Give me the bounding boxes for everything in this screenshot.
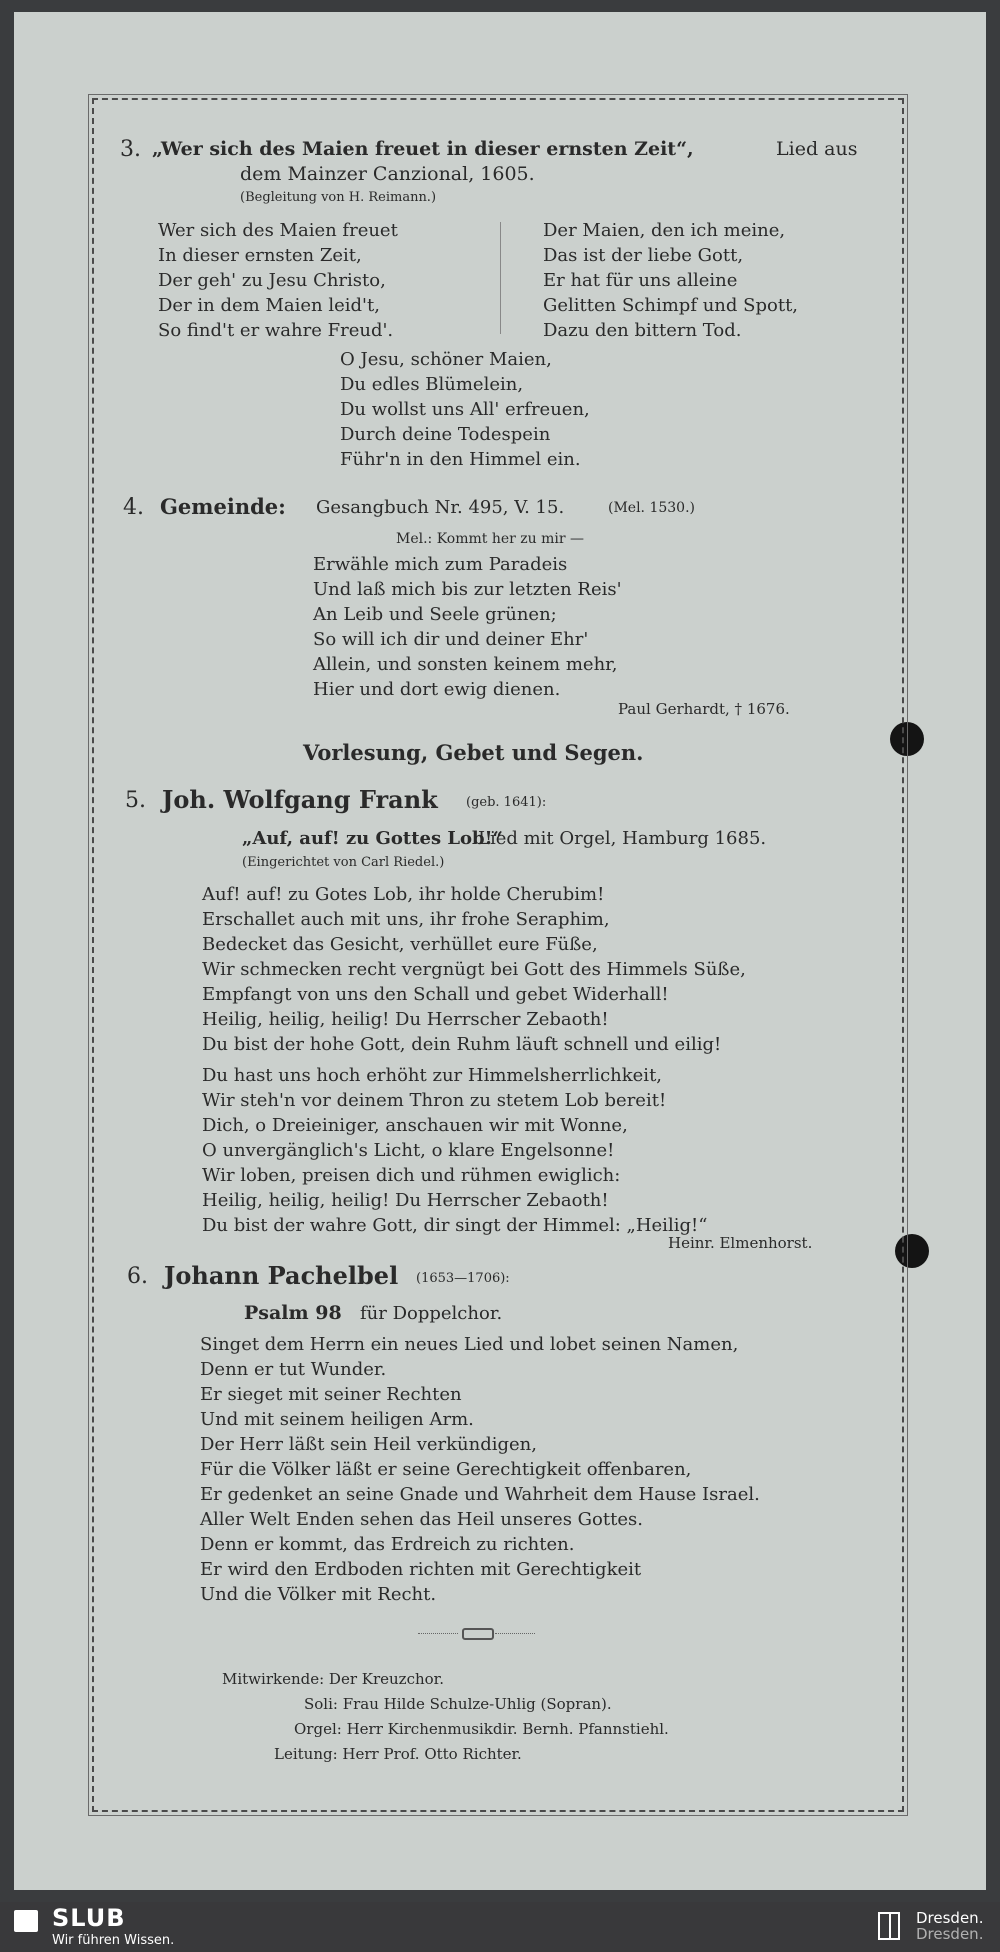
section-4-author: Paul Gerhardt, † 1676.	[618, 700, 790, 718]
section-6-psalm-suffix: für Doppelchor.	[360, 1303, 503, 1324]
section-3-source: dem Mainzer Canzional, 1605.	[240, 163, 535, 185]
divider-line	[495, 1633, 535, 1634]
section-4-melody: Mel.: Kommt her zu mir —	[396, 531, 585, 547]
verse-line: So find't er wahre Freud'.	[158, 320, 394, 341]
verse-line: Führ'n in den Himmel ein.	[340, 449, 581, 470]
verse-line: Heilig, heilig, heilig! Du Herrscher Zebaoth!	[202, 1009, 609, 1030]
section-4-title: Gemeinde:	[160, 494, 286, 519]
verse-line: Durch deine Todespein	[340, 424, 551, 445]
verse-line: Erwähle mich zum Paradeis	[313, 554, 568, 575]
verse-line: Er gedenket an seine Gnade und Wahrheit dem Hause Israel.	[200, 1484, 760, 1505]
verse-line: Der geh' zu Jesu Christo,	[158, 270, 386, 291]
viewer-footer	[0, 1902, 1000, 1952]
section-6-psalm: Psalm 98	[244, 1302, 342, 1324]
section-3-left-stanza	[158, 218, 398, 343]
verse-line: Allein, und sonsten keinem mehr,	[313, 654, 618, 675]
verse-line: O Jesu, schöner Maien,	[340, 349, 552, 370]
verse-line: Wir schmecken recht vergnügt bei Gott des Himmels Süße,	[202, 959, 746, 980]
section-3-refrain	[340, 347, 590, 472]
verse-line: Das ist der liebe Gott,	[543, 245, 744, 266]
verse-line: An Leib und Seele grünen;	[313, 604, 557, 625]
credits-organ: Orgel: Herr Kirchenmusikdir. Bernh. Pfannstiehl.	[294, 1720, 669, 1738]
section-5-stanza-2	[202, 1063, 707, 1238]
section-3-number: 3.	[120, 137, 141, 162]
verse-line: Auf! auf! zu Gotes Lob, ihr holde Cherubim!	[202, 884, 605, 905]
slub-brand[interactable]: SLUB	[52, 1904, 126, 1932]
verse-line: Hier und dort ewig dienen.	[313, 679, 561, 700]
section-4-stanza	[313, 552, 622, 702]
verse-line: In dieser ernsten Zeit,	[158, 245, 362, 266]
column-separator	[500, 222, 501, 334]
verse-line: Erschallet auch mit uns, ihr frohe Seraphim,	[202, 909, 610, 930]
section-6-composer: Johann Pachelbel	[164, 1261, 399, 1290]
slub-logo-icon[interactable]	[14, 1910, 38, 1932]
section-5-arranger: (Eingerichtet von Carl Riedel.)	[242, 855, 445, 870]
interlude-heading: Vorlesung, Gebet und Segen.	[303, 740, 644, 765]
verse-line: Wer sich des Maien freuet	[158, 220, 398, 241]
credits-performers: Mitwirkende: Der Kreuzchor.	[222, 1670, 444, 1688]
verse-line: Dazu den bittern Tod.	[543, 320, 742, 341]
verse-line: Und die Völker mit Recht.	[200, 1584, 437, 1605]
section-5-composer: Joh. Wolfgang Frank	[162, 785, 438, 814]
section-5-title: „Auf, auf! zu Gottes Lob!“	[242, 828, 503, 849]
verse-line: Bedecket das Gesicht, verhüllet eure Füße,	[202, 934, 598, 955]
verse-line: Er hat für uns alleine	[543, 270, 738, 291]
verse-line: Für die Völker läßt er seine Gerechtigkeit offenbaren,	[200, 1459, 692, 1480]
verse-line: Er sieget mit seiner Rechten	[200, 1384, 462, 1405]
verse-line: Du bist der hohe Gott, dein Ruhm läuft schnell und eilig!	[202, 1034, 722, 1055]
section-6-text	[200, 1332, 760, 1607]
section-5-title-suffix: Lied mit Orgel, Hamburg 1685.	[478, 828, 767, 849]
slub-tagline: Wir führen Wissen.	[52, 1933, 175, 1948]
verse-line: Singet dem Herrn ein neues Lied und lobet seinen Namen,	[200, 1334, 739, 1355]
credits-conductor: Leitung: Herr Prof. Otto Richter.	[274, 1745, 522, 1763]
verse-line: Er wird den Erdboden richten mit Gerechtigkeit	[200, 1559, 642, 1580]
verse-line: Der in dem Maien leid't,	[158, 295, 380, 316]
verse-line: O unvergänglich's Licht, o klare Engelsonne!	[202, 1140, 615, 1161]
section-5-author: Heinr. Elmenhorst.	[668, 1234, 813, 1252]
section-5-number: 5.	[125, 788, 146, 813]
section-3-title-suffix: Lied aus	[776, 138, 858, 160]
divider-ornament	[462, 1628, 494, 1640]
section-5-stanza-1	[202, 882, 746, 1057]
section-4-melody-number: (Mel. 1530.)	[608, 500, 696, 516]
section-6-number: 6.	[127, 1264, 148, 1289]
verse-line: Heilig, heilig, heilig! Du Herrscher Zebaoth!	[202, 1190, 609, 1211]
verse-line: Aller Welt Enden sehen das Heil unseres Gottes.	[200, 1509, 643, 1530]
section-4-reference: Gesangbuch Nr. 495, V. 15.	[316, 497, 565, 518]
verse-line: Der Maien, den ich meine,	[543, 220, 786, 241]
verse-line: Du edles Blümelein,	[340, 374, 524, 395]
section-3-title: „Wer sich des Maien freuet in dieser ernsten Zeit“,	[152, 138, 694, 160]
verse-line: Wir steh'n vor deinem Thron zu stetem Lob bereit!	[202, 1090, 667, 1111]
verse-line: Wir loben, preisen dich und rühmen ewiglich:	[202, 1165, 621, 1186]
verse-line: Du wollst uns All' erfreuen,	[340, 399, 590, 420]
verse-line: So will ich dir und deiner Ehr'	[313, 629, 589, 650]
credits-soloist: Soli: Frau Hilde Schulze-Uhlig (Sopran).	[304, 1695, 612, 1713]
dresden-crest-icon	[878, 1912, 900, 1940]
verse-line: Empfangt von uns den Schall und gebet Widerhall!	[202, 984, 669, 1005]
section-3-accompaniment: (Begleitung von H. Reimann.)	[240, 190, 437, 205]
section-6-dates: (1653—1706):	[416, 1271, 510, 1286]
verse-line: Und mit seinem heiligen Arm.	[200, 1409, 474, 1430]
section-3-right-stanza	[543, 218, 798, 343]
section-5-dates: (geb. 1641):	[466, 795, 547, 810]
verse-line: Denn er tut Wunder.	[200, 1359, 387, 1380]
verse-line: Dich, o Dreieiniger, anschauen wir mit Wonne,	[202, 1115, 628, 1136]
section-4-number: 4.	[123, 495, 144, 520]
dresden-logo-line: Dresden.	[916, 1909, 984, 1927]
verse-line: Du hast uns hoch erhöht zur Himmelsherrlichkeit,	[202, 1065, 663, 1086]
dresden-logo-line: Dresden.	[916, 1925, 984, 1943]
verse-line: Der Herr läßt sein Heil verkündigen,	[200, 1434, 537, 1455]
verse-line: Gelitten Schimpf und Spott,	[543, 295, 799, 316]
verse-line: Denn er kommt, das Erdreich zu richten.	[200, 1534, 575, 1555]
divider-line	[418, 1633, 458, 1634]
dresden-logo[interactable]	[916, 1910, 983, 1942]
verse-line: Du bist der wahre Gott, dir singt der Himmel: „Heilig!“	[202, 1215, 708, 1236]
verse-line: Und laß mich bis zur letzten Reis'	[313, 579, 622, 600]
